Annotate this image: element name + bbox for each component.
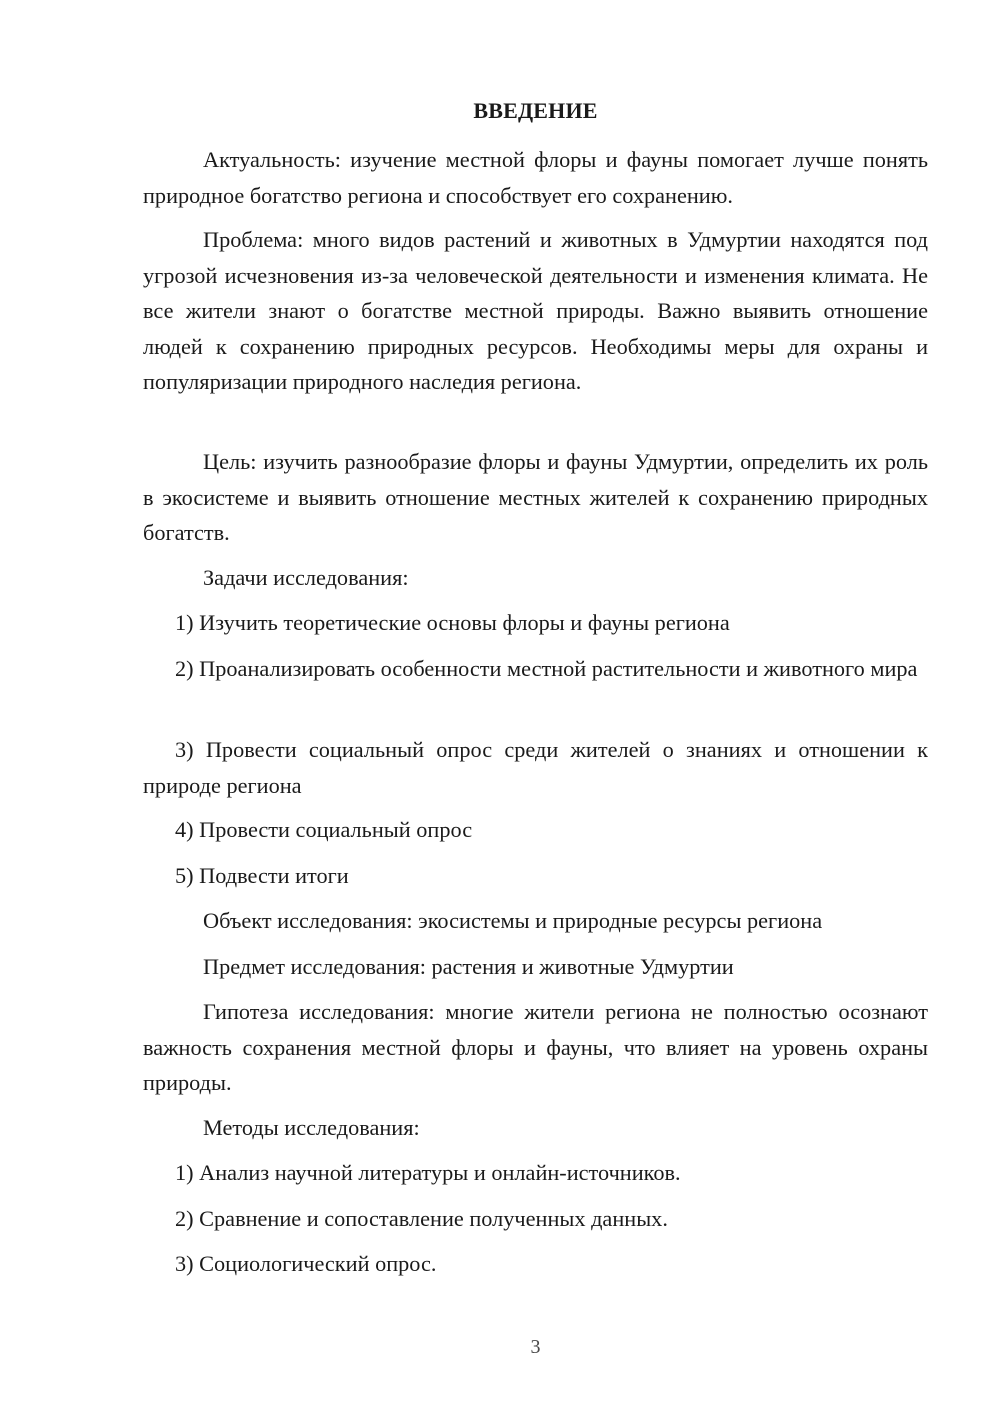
relevance-paragraph: Актуальность: изучение местной флоры и фауны помогает лучше понять природное богатство региона и способствует его сохранению. xyxy=(143,147,928,208)
subject-paragraph: Предмет исследования: растения и животные Удмуртии xyxy=(203,954,734,979)
task-item-4: 4) Провести социальный опрос xyxy=(175,817,473,842)
page-title: ВВЕДЕНИЕ xyxy=(473,98,598,123)
task-item-5: 5) Подвести итоги xyxy=(175,863,349,888)
object-paragraph: Объект исследования: экосистемы и природные ресурсы региона xyxy=(203,908,823,933)
task-item-2: 2) Проанализировать особенности местной растительности и животного мира xyxy=(175,656,918,681)
method-item-1: 1) Анализ научной литературы и онлайн-источников. xyxy=(175,1160,681,1185)
task-item-1: 1) Изучить теоретические основы флоры и фауны региона xyxy=(175,610,730,635)
problem-paragraph: Проблема: много видов растений и животных в Удмуртии находятся под угрозой исчезновения из-за человеческой деятельности и изменения климата. Не все жители знают о богатстве местной природы. Важно выявить отношение людей к сохранению природных ресурсов. Необходимы меры для охраны и популяризации природного наследия региона. xyxy=(143,227,928,394)
goal-paragraph: Цель: изучить разнообразие флоры и фауны Удмуртии, определить их роль в экосистеме и выявить отношение местных жителей к сохранению природных богатств. xyxy=(143,449,928,545)
methods-heading: Методы исследования: xyxy=(203,1115,420,1140)
task-item-3: 3) Провести социальный опрос среди жителей о знаниях и отношении к природе региона xyxy=(143,737,928,798)
method-item-3: 3) Социологический опрос. xyxy=(175,1251,437,1276)
page-number: 3 xyxy=(530,1336,541,1358)
document-page xyxy=(143,0,928,1414)
hypothesis-paragraph: Гипотеза исследования: многие жители региона не полностью осознают важность сохранения местной флоры и фауны, что влияет на уровень охраны природы. xyxy=(143,999,928,1095)
tasks-heading: Задачи исследования: xyxy=(203,565,409,590)
method-item-2: 2) Сравнение и сопоставление полученных данных. xyxy=(175,1206,668,1231)
